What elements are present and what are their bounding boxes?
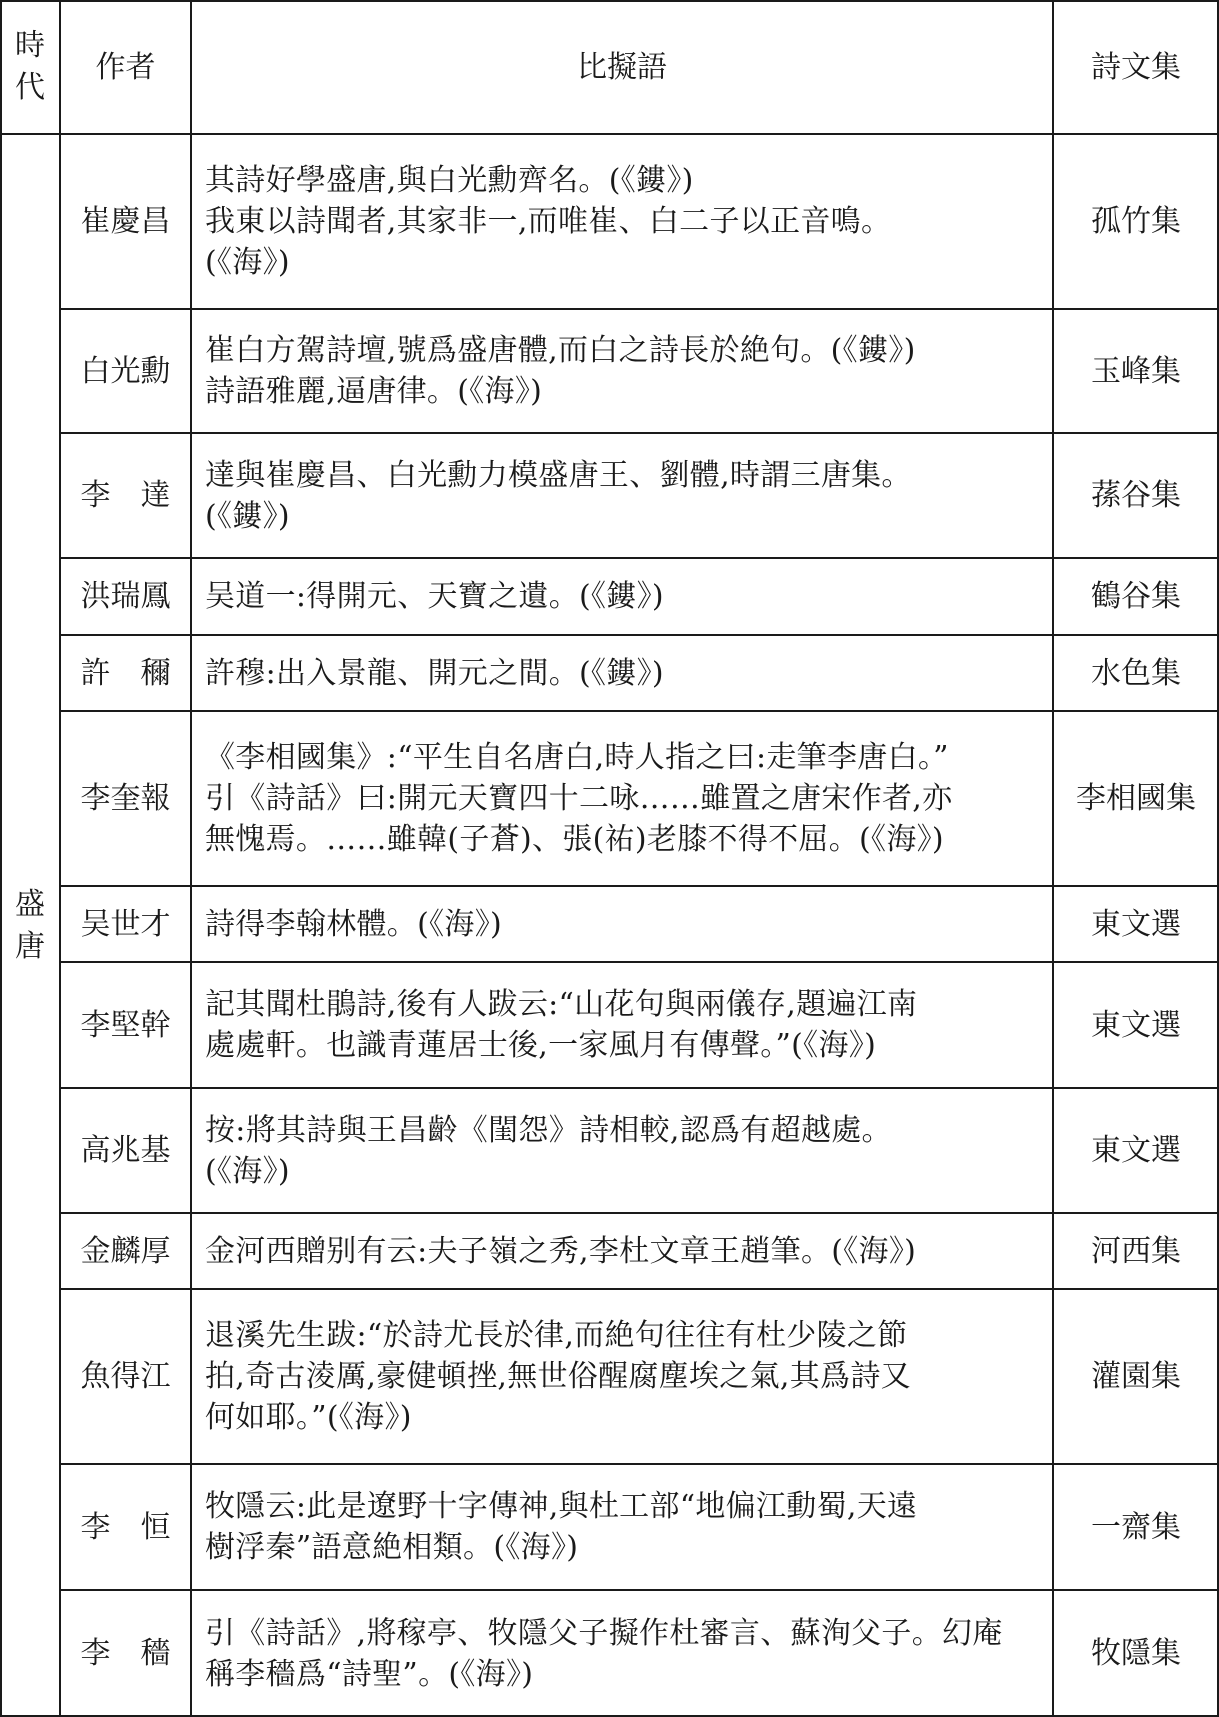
comparison-line: 我東以詩聞者,其家非一,而唯崔、白二子以正音鳴。 xyxy=(205,204,892,239)
header-era-char: 時 xyxy=(15,28,45,63)
collection-cell: 玉峰集 xyxy=(1091,353,1181,389)
author-cell: 金麟厚 xyxy=(80,1233,171,1269)
author-cell: 洪瑞鳳 xyxy=(80,579,171,614)
comparison-line: 無愧焉。……雖韓(子蒼)、張(祐)老膝不得不屈。(《海》) xyxy=(205,822,944,857)
comparison-cell xyxy=(191,558,1053,635)
collection-cell: 蓀谷集 xyxy=(1091,478,1181,513)
comparison-cell xyxy=(191,433,1053,558)
row-border xyxy=(0,133,1219,135)
author-cell: 吴世才 xyxy=(80,906,171,942)
row-border xyxy=(59,885,1219,887)
comparison-line: 記其聞杜鵑詩,後有人跋云:“山花句與兩儀存,題遍江南 xyxy=(205,987,918,1022)
comparison-cell xyxy=(191,962,1053,1088)
row-border xyxy=(59,1212,1219,1214)
comparison-cell xyxy=(191,1213,1053,1289)
collection-cell: 鶴谷集 xyxy=(1091,579,1181,614)
author-cell: 李堅幹 xyxy=(80,1007,171,1043)
collection-cell: 孤竹集 xyxy=(1091,204,1181,239)
comparison-line: 樹浮秦”語意絶相類。(《海》) xyxy=(205,1530,579,1565)
row-border xyxy=(0,0,1219,2)
comparison-line: (《海》) xyxy=(205,245,290,280)
header-author: 作者 xyxy=(95,49,156,85)
column-border xyxy=(190,0,192,1717)
row-border xyxy=(59,1589,1219,1591)
collection-cell: 牧隱集 xyxy=(1091,1636,1181,1671)
column-border xyxy=(59,0,61,1717)
era-char: 唐 xyxy=(15,928,45,964)
row-border xyxy=(59,634,1219,636)
row-border xyxy=(59,961,1219,963)
author-cell: 高兆基 xyxy=(80,1133,171,1168)
header-collection: 詩文集 xyxy=(1091,49,1181,85)
comparison-line: 拍,奇古淩厲,豪健頓挫,無世俗醒腐塵埃之氣,其爲詩又 xyxy=(205,1359,911,1394)
comparison-line: 稱李穡爲“詩聖”。(《海》) xyxy=(205,1656,534,1692)
comparison-line: 牧隱云:此是遼野十字傳神,與杜工部“地偏江動蜀,天遠 xyxy=(205,1489,918,1524)
collection-cell: 水色集 xyxy=(1091,655,1181,691)
comparison-line: 引《詩話》,將稼亭、牧隱父子擬作杜審言、蘇洵父子。幻庵 xyxy=(205,1615,1003,1651)
comparison-line: 退溪先生跋:“於詩尤長於律,而絶句往往有杜少陵之節 xyxy=(205,1318,908,1353)
row-border xyxy=(59,308,1219,310)
author-cell: 許 穪 xyxy=(80,655,171,691)
comparison-line: 何如耶。”(《海》) xyxy=(205,1400,412,1435)
author-cell: 李 恒 xyxy=(80,1509,171,1545)
author-cell: 李 穡 xyxy=(80,1636,171,1671)
comparison-cell xyxy=(191,1590,1053,1717)
comparison-cell xyxy=(191,1088,1053,1213)
comparison-line: (《鏤》) xyxy=(205,498,290,534)
author-cell: 李奎報 xyxy=(80,781,171,816)
author-cell: 李 達 xyxy=(80,478,171,513)
row-border xyxy=(59,1288,1219,1290)
comparison-line: 引《詩話》曰:開元天寶四十二咏……雖置之唐宋作者,亦 xyxy=(205,781,953,816)
author-cell: 魚得江 xyxy=(80,1359,171,1394)
comparison-line: 達與崔慶昌、白光勳力模盛唐王、劉體,時謂三唐集。 xyxy=(205,457,912,493)
comparison-line: 詩語雅麗,逼唐律。(《海》) xyxy=(205,374,543,409)
collection-cell: 東文選 xyxy=(1091,1133,1181,1168)
row-border xyxy=(59,1463,1219,1465)
comparison-cell xyxy=(191,134,1053,309)
header-era xyxy=(0,0,60,134)
author-cell: 崔慶昌 xyxy=(80,204,171,239)
row-border xyxy=(59,557,1219,559)
comparison-cell xyxy=(191,309,1053,433)
header-era-char: 代 xyxy=(15,70,45,105)
era-char: 盛 xyxy=(15,886,45,922)
column-border xyxy=(1052,0,1054,1717)
comparison-line: 金河西贈别有云:夫子嶺之秀,李杜文章王趙筆。(《海》) xyxy=(205,1233,917,1269)
comparison-line: (《海》) xyxy=(205,1153,290,1189)
collection-cell: 河西集 xyxy=(1091,1233,1181,1269)
comparison-line: 崔白方駕詩壇,號爲盛唐體,而白之詩長於絶句。(《鏤》) xyxy=(205,333,916,368)
era-cell xyxy=(0,134,60,1717)
collection-cell: 一齋集 xyxy=(1091,1509,1181,1545)
comparison-cell xyxy=(191,886,1053,962)
comparison-line: 許穆:出入景龍、開元之間。(《鏤》) xyxy=(205,655,664,691)
collection-cell: 東文選 xyxy=(1091,906,1181,942)
comparison-line: 按:將其詩與王昌齡《閨怨》詩相較,認爲有超越處。 xyxy=(205,1112,892,1148)
collection-cell: 東文選 xyxy=(1091,1007,1181,1043)
row-border xyxy=(59,710,1219,712)
comparison-line: 《李相國集》:“平生自名唐白,時人指之曰:走筆李唐白。” xyxy=(205,740,949,775)
collection-cell: 灌園集 xyxy=(1091,1359,1181,1394)
row-border xyxy=(59,432,1219,434)
comparison-cell xyxy=(191,635,1053,711)
comparison-cell xyxy=(191,711,1053,886)
comparison-line: 詩得李翰林體。(《海》) xyxy=(205,906,503,942)
row-border xyxy=(59,1087,1219,1089)
collection-cell: 李相國集 xyxy=(1076,781,1196,816)
header-comparison: 比擬語 xyxy=(577,49,667,85)
comparison-line: 吴道一:得開元、天寶之遺。(《鏤》) xyxy=(205,579,664,614)
author-cell: 白光勳 xyxy=(80,353,171,389)
column-border xyxy=(0,0,2,1717)
comparison-line: 其詩好學盛唐,與白光勳齊名。(《鏤》) xyxy=(205,163,694,198)
comparison-cell xyxy=(191,1289,1053,1464)
comparison-line: 處處軒。也識青蓮居士後,一家風月有傳聲。”(《海》) xyxy=(205,1028,877,1063)
comparison-cell xyxy=(191,1464,1053,1590)
